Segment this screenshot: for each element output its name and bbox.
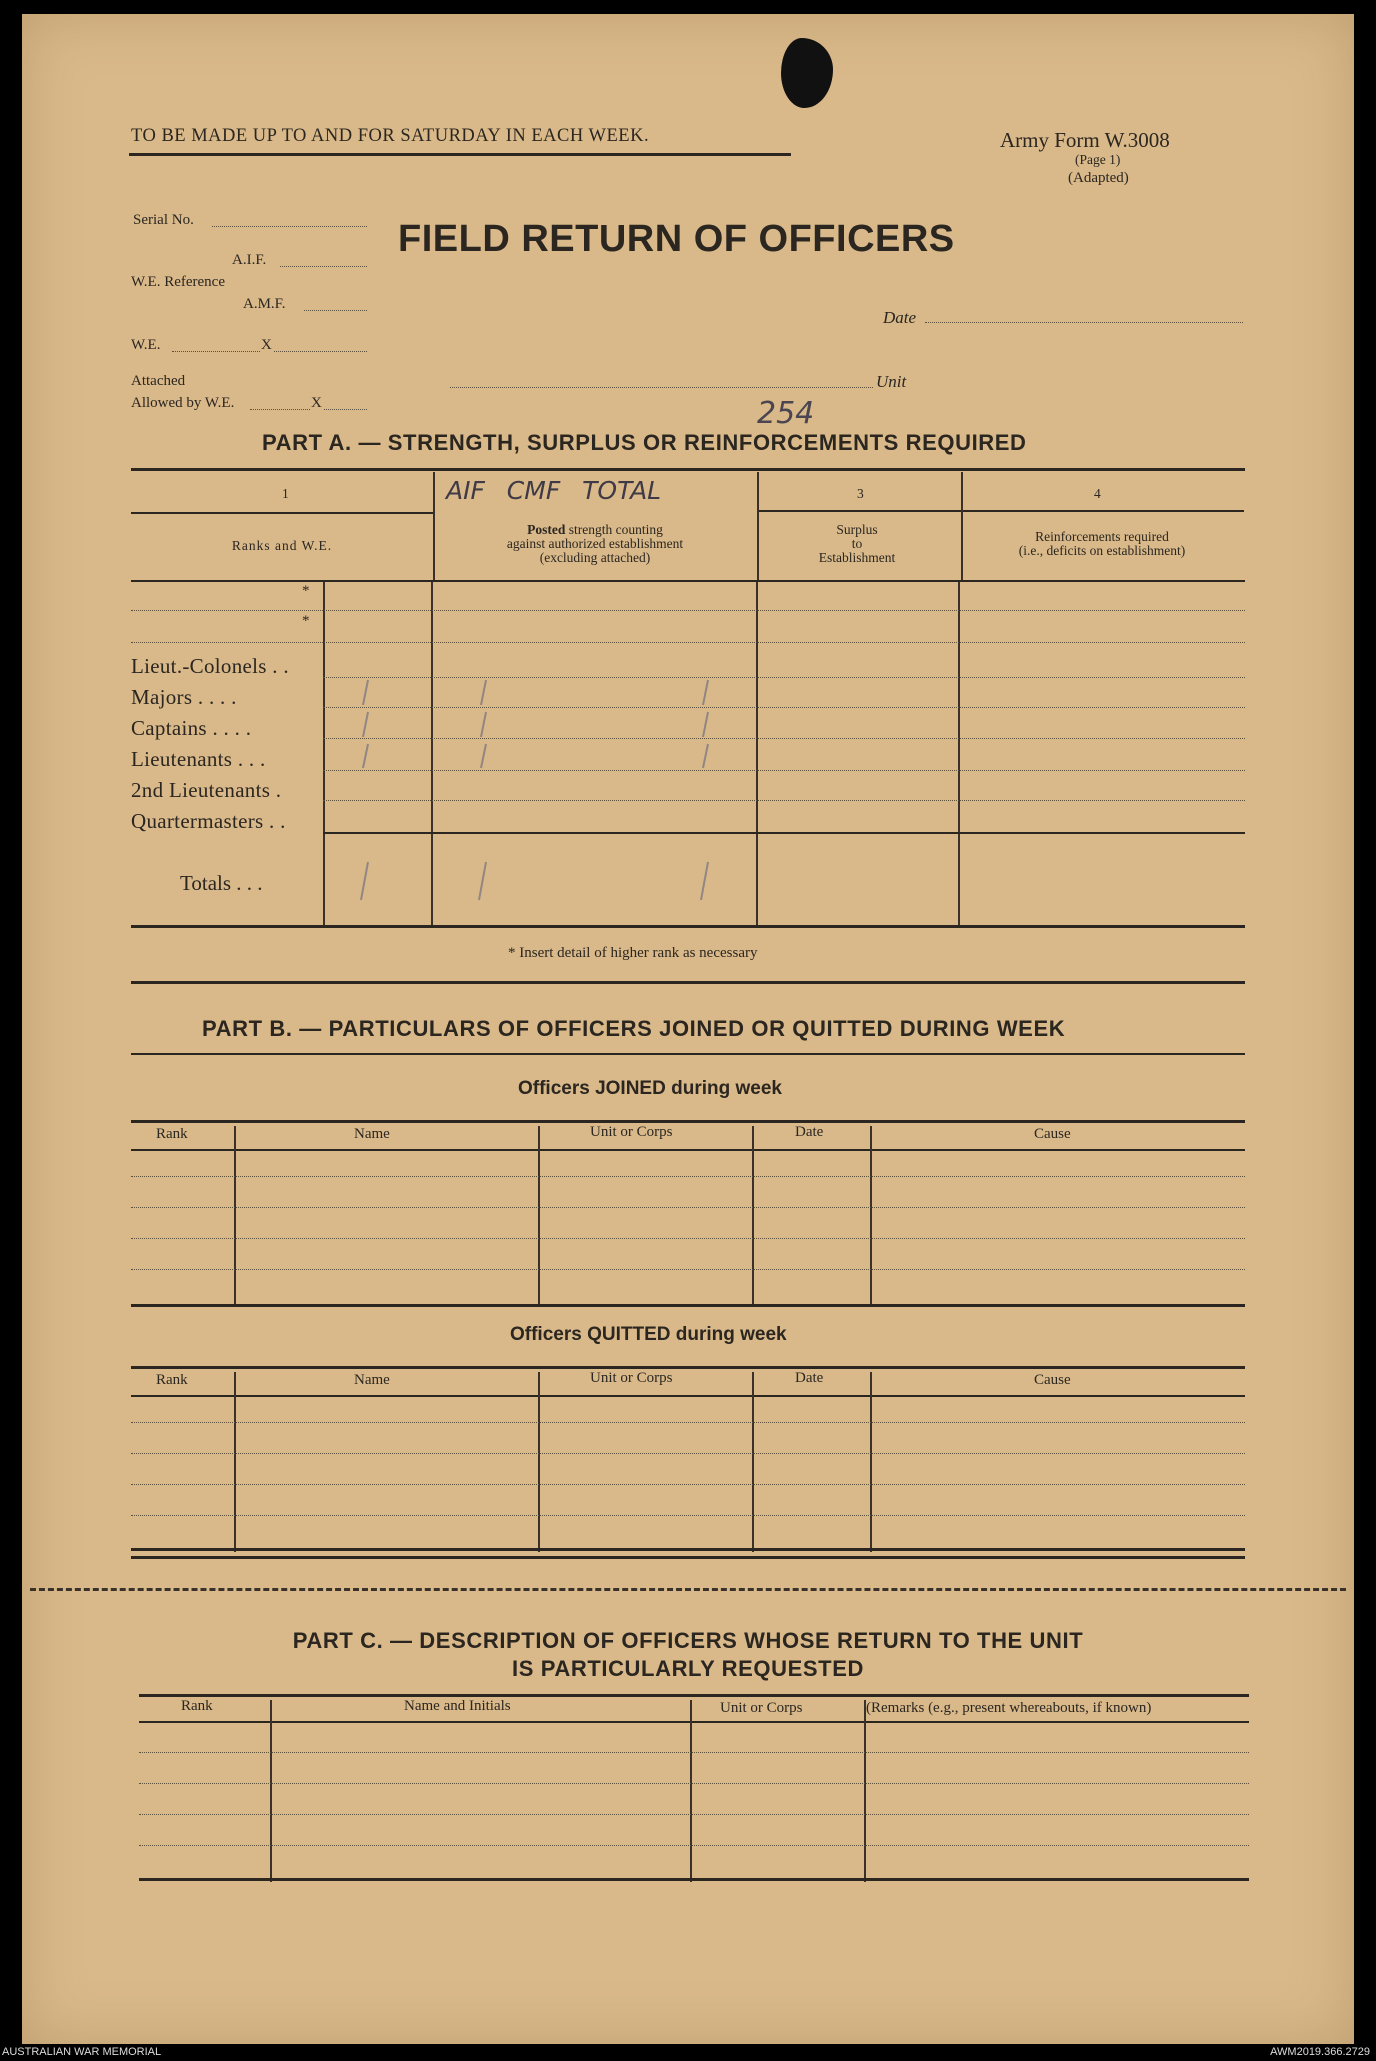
joined-table-top	[131, 1120, 1245, 1123]
col2-heading-line3: (excluding attached)	[539, 550, 651, 565]
aif-label: A.I.F.	[232, 252, 267, 268]
part-c-divider-2	[690, 1700, 692, 1882]
x-label: X	[261, 337, 272, 353]
pencil-mark	[479, 862, 486, 900]
allowed-by-label: Allowed by W.E.	[131, 395, 235, 411]
part-c-header-rule	[139, 1721, 1249, 1723]
joined-heading: Officers JOINED during week	[518, 1078, 782, 1099]
part-c-heading	[131, 1627, 1245, 1683]
we-reference-label: W.E. Reference	[131, 274, 225, 290]
part-a-heading: PART A. — STRENGTH, SURPLUS OR REINFORCEMENTS REQUIRED	[262, 430, 1027, 455]
col2-heading-rest: strength counting	[565, 522, 663, 537]
we-line	[172, 351, 260, 352]
quitted-row-line	[131, 1484, 1245, 1485]
col4-heading	[958, 530, 1246, 558]
aif-line	[280, 266, 367, 267]
rank-2nd-lieutenants: 2nd Lieutenants .	[131, 778, 282, 802]
part-c-table-top	[139, 1694, 1249, 1697]
form-title: FIELD RETURN OF OFFICERS	[398, 218, 955, 260]
part-c-col-rank: Rank	[181, 1698, 213, 1714]
rank-majors: Majors . . . .	[131, 685, 237, 709]
joined-col-cause: Cause	[1034, 1126, 1071, 1142]
part-a-top-rule	[131, 468, 1245, 471]
col-number-1: 1	[282, 486, 289, 501]
col1-subrule	[131, 512, 433, 514]
col4-heading-line2: (i.e., deficits on establishment)	[1018, 543, 1186, 558]
col3-heading	[757, 523, 957, 565]
row-line-1	[131, 610, 1245, 611]
quitted-double-rule	[131, 1556, 1245, 1559]
part-c-row-line	[139, 1752, 1249, 1753]
pencil-marks	[323, 660, 773, 920]
part-c-table-bottom	[139, 1878, 1249, 1881]
rank-quartermasters: Quartermasters . .	[131, 809, 286, 833]
archive-footer-left: AUSTRALIAN WAR MEMORIAL	[2, 2046, 162, 2058]
pencil-mark	[361, 862, 368, 900]
col3-heading-line3: Establishment	[818, 550, 896, 565]
serial-no-line	[212, 226, 367, 227]
quitted-col-date: Date	[795, 1370, 824, 1386]
attached-label: Attached	[131, 373, 186, 389]
part-c-row-line	[139, 1814, 1249, 1815]
joined-divider-1	[234, 1126, 236, 1306]
joined-divider-4	[870, 1126, 872, 1306]
handwritten-unit-number: 254	[757, 396, 815, 431]
we-label: W.E.	[131, 337, 161, 353]
col3-heading-line2: to	[851, 536, 863, 551]
joined-col-name: Name	[354, 1126, 390, 1142]
part-c-divider-3	[864, 1700, 866, 1882]
col2-heading-line2: against authorized establishment	[506, 536, 684, 551]
quitted-col-unit: Unit or Corps	[590, 1370, 673, 1386]
rank-lieut-colonels: Lieut.-Colonels . .	[131, 654, 289, 678]
joined-table-bottom	[131, 1304, 1245, 1307]
col4-heading-line1: Reinforcements required	[1035, 529, 1169, 544]
col-number-4: 4	[1094, 486, 1101, 501]
part-a-header-divider-3	[961, 472, 963, 580]
col2-heading	[433, 523, 757, 565]
rank-lieutenants: Lieutenants . . .	[131, 747, 266, 771]
pencil-mark	[363, 680, 368, 705]
pencil-mark	[703, 712, 708, 737]
date-label: Date	[883, 308, 917, 327]
joined-divider-2	[538, 1126, 540, 1306]
part-c-row-line	[139, 1845, 1249, 1846]
form-note: (Adapted)	[1068, 170, 1129, 186]
quitted-row-line	[131, 1422, 1245, 1423]
part-a-divider-d	[958, 582, 960, 927]
joined-row-line	[131, 1238, 1245, 1239]
quitted-row-line	[131, 1453, 1245, 1454]
col2-heading-bold: Posted	[527, 522, 566, 537]
pencil-mark	[481, 680, 486, 705]
quitted-header-rule	[131, 1395, 1245, 1397]
pencil-mark	[703, 744, 708, 768]
footnote: * Insert detail of higher rank as necessary	[508, 945, 758, 961]
pencil-mark	[363, 712, 368, 737]
totals-label: Totals . . .	[180, 871, 263, 895]
allowed-x-line	[324, 409, 367, 410]
joined-col-rank: Rank	[156, 1126, 188, 1142]
date-line	[925, 322, 1243, 323]
row-line-2	[131, 642, 1245, 643]
joined-divider-3	[752, 1126, 754, 1306]
pencil-mark	[481, 712, 486, 737]
col3-heading-line1: Surplus	[836, 522, 878, 537]
serial-no-label: Serial No.	[133, 212, 194, 228]
instruction-text: TO BE MADE UP TO AND FOR SATURDAY IN EACH WEEK.	[131, 126, 650, 146]
star-mark-1: *	[302, 583, 310, 599]
allowed-x-label: X	[311, 395, 322, 411]
section-divider	[131, 981, 1245, 984]
unit-label: Unit	[876, 372, 907, 391]
amf-line	[304, 310, 367, 311]
part-b-rule	[131, 1053, 1245, 1055]
part-a-header-rule	[131, 580, 1245, 582]
quitted-divider-1	[234, 1372, 236, 1552]
perforation-line	[30, 1588, 1346, 1591]
quitted-divider-2	[538, 1372, 540, 1552]
joined-col-date: Date	[795, 1124, 824, 1140]
form-page: (Page 1)	[1075, 152, 1121, 167]
col-number-3: 3	[857, 486, 864, 501]
pencil-mark	[701, 862, 708, 900]
pencil-mark	[481, 744, 486, 768]
part-b-heading: PART B. — PARTICULARS OF OFFICERS JOINED OR QUITTED DURING WEEK	[202, 1016, 1066, 1041]
archive-footer-right: AWM2019.366.2729	[1270, 2046, 1370, 2058]
joined-col-unit: Unit or Corps	[590, 1124, 673, 1140]
quitted-table-bottom	[131, 1548, 1245, 1551]
part-a-header-divider-2	[757, 472, 759, 580]
instruction-underline	[129, 153, 791, 156]
form-name: Army Form W.3008	[1000, 128, 1170, 152]
quitted-col-name: Name	[354, 1372, 390, 1388]
star-mark-2: *	[302, 613, 310, 629]
quitted-row-line	[131, 1515, 1245, 1516]
pencil-mark	[703, 680, 708, 705]
allowed-by-line	[250, 409, 310, 410]
part-a-bottom-rule	[131, 925, 1245, 928]
col1-heading: Ranks and W.E.	[231, 538, 333, 553]
joined-row-line	[131, 1176, 1245, 1177]
quitted-divider-3	[752, 1372, 754, 1552]
rank-captains: Captains . . . .	[131, 716, 252, 740]
part-c-col-remarks: (Remarks (e.g., present whereabouts, if known)	[866, 1700, 1152, 1716]
part-a-header-divider-1	[433, 472, 435, 580]
joined-row-line	[131, 1207, 1245, 1208]
quitted-heading: Officers QUITTED during week	[510, 1324, 787, 1345]
part-c-col-unit: Unit or Corps	[720, 1700, 803, 1716]
pencil-mark	[363, 744, 368, 768]
part-c-heading-line1: PART C. — DESCRIPTION OF OFFICERS WHOSE RETURN TO THE UNIT	[292, 1628, 1084, 1653]
part-c-col-name: Name and Initials	[404, 1698, 511, 1714]
x-line	[274, 351, 367, 352]
joined-header-rule	[131, 1149, 1245, 1151]
quitted-divider-4	[870, 1372, 872, 1552]
part-c-heading-line2: IS PARTICULARLY REQUESTED	[512, 1656, 864, 1681]
part-c-row-line	[139, 1783, 1249, 1784]
joined-row-line	[131, 1269, 1245, 1270]
handwritten-col2-heading: AIF CMF TOTAL	[446, 476, 662, 505]
quitted-col-rank: Rank	[156, 1372, 188, 1388]
part-c-divider-1	[270, 1700, 272, 1882]
col34-subrule	[758, 510, 1244, 512]
amf-label: A.M.F.	[243, 296, 286, 312]
quitted-col-cause: Cause	[1034, 1372, 1071, 1388]
unit-line	[450, 387, 873, 388]
quitted-table-top	[131, 1366, 1245, 1369]
